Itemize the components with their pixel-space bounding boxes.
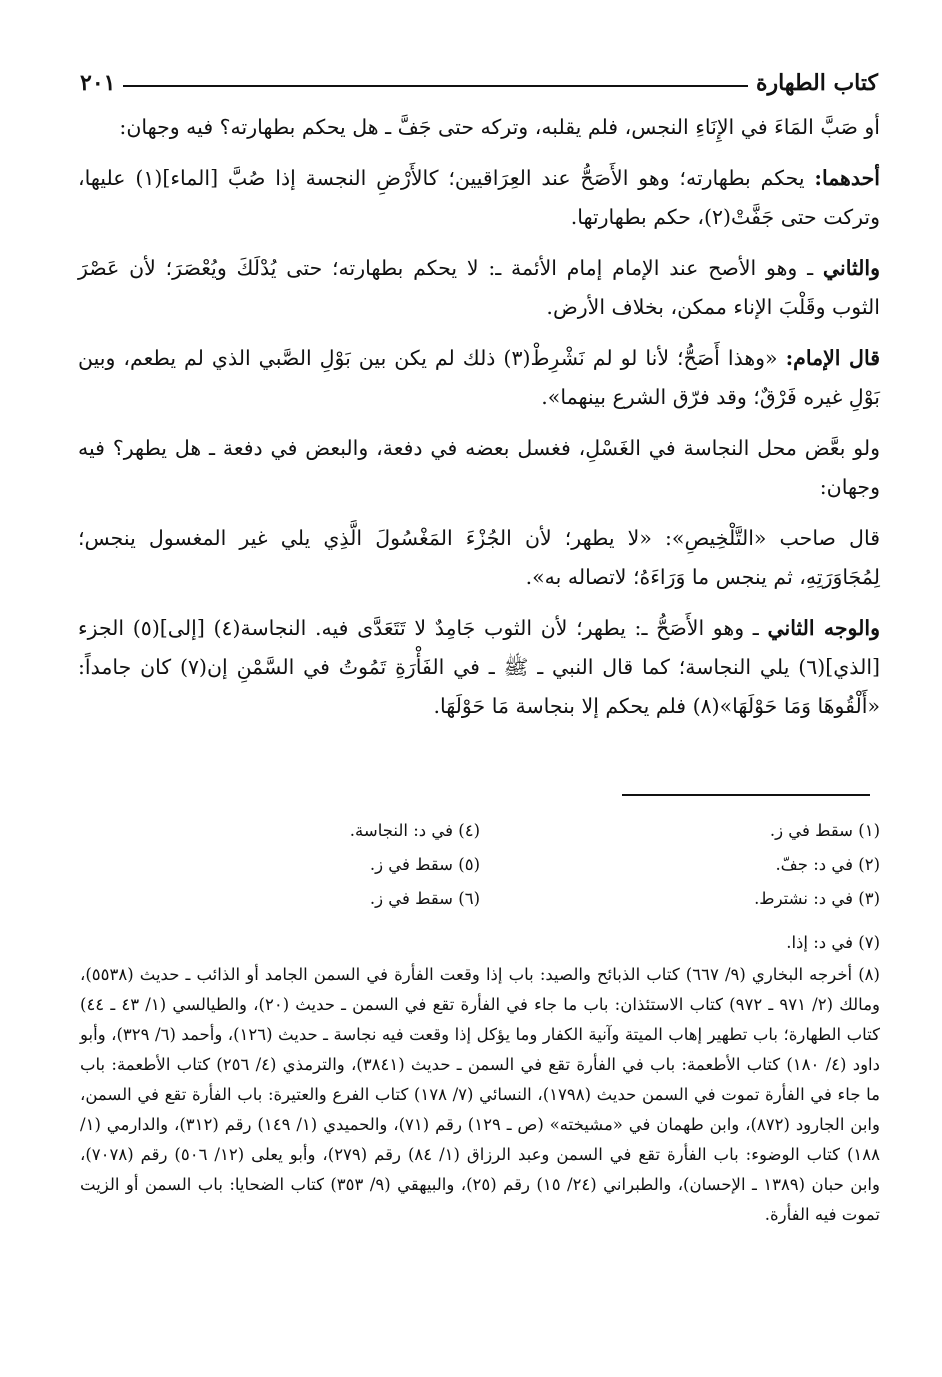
paragraph-text: ـ وهو الأَصَحُّ ـ: يطهر؛ لأن الثوب جَامِدٌ لا تَتَعَدَّى فيه. النجاسة(٤) [إلى](٥) الجزء [الذي](٦) يلي النجاسة؛ كما قال النبي ـ ﷺ ـ في الفَأْرَةِ تَمُوتُ في السَّمْنِ إن(٧) كان جامداً: «أَلْقُوهَا وَمَا حَوْلَهَا»(٨) فلم يحكم إلا بنجاسة مَا حَوْلَهَا. [78, 616, 881, 718]
footnote: (٤) في د: النجاسة. [349, 821, 480, 840]
footnote: (١) سقط في ز. [769, 821, 880, 840]
paragraph-text: يحكم بطهارته؛ وهو الأَصَحُّ عند العِرَاقيين؛ كالأَرْضِ النجسة إذا صُبَّ [الماء](١) عليها، وتركت حتى جَفَّتْ(٢)، حكم بطهارتها. [78, 166, 880, 229]
footnote-separator [622, 794, 870, 796]
paragraph [78, 108, 880, 147]
paragraph [78, 249, 880, 327]
page-number: ٢٠١ [80, 70, 116, 96]
paragraph-lead: قال الإمام: [785, 346, 880, 370]
paragraph-lead: والوجه الثاني [767, 616, 880, 640]
paragraph-lead: والثاني [822, 256, 880, 280]
paragraph-text: ولو بعَّض محل النجاسة في الغَسْلِ، فغسل بعضه في دفعة، والبعض في دفعة ـ هل يطهر؟ فيه وجهان: [78, 436, 880, 499]
page-header [80, 62, 878, 96]
footnote: (٣) في د: نشترط. [754, 889, 880, 908]
paragraph [78, 429, 880, 507]
footnotes-short [80, 814, 880, 916]
paragraph [78, 519, 880, 597]
chapter-title: كتاب الطهارة [755, 70, 878, 96]
header-rule [123, 85, 748, 87]
paragraph [78, 609, 880, 726]
paragraph-text: قال صاحب «التَّلْخِيصِ»: «لا يطهر؛ لأن الجُزْءَ المَغْسُولَ الَّذِي يلي غير المغسول ينجس؛ لِمُجَاوَرَتِهِ، ثم ينجس ما وَرَاءَهُ؛ لاتصاله به». [78, 526, 880, 589]
footnote: (٥) سقط في ز. [369, 855, 480, 874]
footnotes-left-column [80, 814, 480, 916]
paragraph [78, 159, 880, 237]
paragraph-text: «وهذا أَصَحُّ؛ لأنا لو لم نَشْرِطْ(٣) ذلك لم يكن بين بَوْلِ الصَّبي الذي لم يطعم، وبين بَوْلِ غيره فَرْقٌ؛ وقد فرّق الشرع بينهما». [78, 346, 880, 409]
footnote: (٦) سقط في ز. [369, 889, 480, 908]
paragraph-lead: أحدهما: [814, 166, 880, 190]
main-text [78, 108, 880, 738]
footnote-8: (٨) أخرجه البخاري (٩/ ٦٦٧) كتاب الذبائح والصيد: باب إذا وقعت الفأرة في السمن الجامد أو الذائب ـ حديث (٥٥٣٨)، ومالك (٢/ ٩٧١ ـ ٩٧٢) كتاب الاستئذان: باب ما جاء في الفأرة تقع في السمن ـ حديث (٢٠)، والطيالسي (١/ ٤٣ ـ ٤٤) كتاب الطهارة؛ باب تطهير إهاب الميتة وآنية الكفار وما يؤكل إذا وقعت فيه نجاسة ـ حديث (١٢٦)، وأحمد (٦/ ٣٢٩)، وأبو داود (٤/ ١٨٠) كتاب الأطعمة: باب في الفأرة تقع في السمن ـ حديث (٣٨٤١)، والترمذي (٤/ ٢٥٦) كتاب الأطعمة: باب ما جاء في الفأرة تموت في السمن حديث (١٧٩٨)، النسائي (٧/ ١٧٨) كتاب الفرع والعتيرة: باب الفأرة تقع في السمن، وابن الجارود (٨٧٢)، وابن طهمان في «مشيخته» (ص ـ ١٢٩) رقم (٧١)، والحميدي (١/ ١٤٩) رقم (٣١٢)، والدارمي (١/ ١٨٨) كتاب الوضوء: باب الفأرة تقع في السمن وعبد الرزاق (١/ ٨٤) رقم (٢٧٩)، وأبو يعلى (١٢/ ٥٠٦) رقم (٧٠٧٨)، وابن حبان (١٣٨٩ ـ الإحسان)، والطبراني (٢٤/ ١٥) رقم (٢٥)، والبيهقي (٩/ ٣٥٣) كتاب الضحايا: باب السمن أو الزيت تموت فيه الفأرة. [80, 965, 881, 1224]
footnote: (٢) في د: جفّ. [775, 855, 880, 874]
paragraph-text: أو صَبَّ المَاءَ في الإِنَاءِ النجس، فلم يقلبه، وتركه حتى جَفَّ ـ هل يحكم بطهارته؟ فيه وجهان: [119, 115, 880, 139]
paragraph [78, 339, 880, 417]
paragraph-text: ـ وهو الأصح عند الإمام إمام الأئمة ـ: لا يحكم بطهارته؛ حتى يُدْلَكَ ويُعْصَرَ؛ لأن عَصْرَ الثوب وقَلْبَ الإناء ممكن، بخلاف الأرض. [78, 256, 880, 319]
footnote-7: (٧) في د: إذا. [786, 933, 880, 952]
footnotes-right-column [480, 814, 880, 916]
